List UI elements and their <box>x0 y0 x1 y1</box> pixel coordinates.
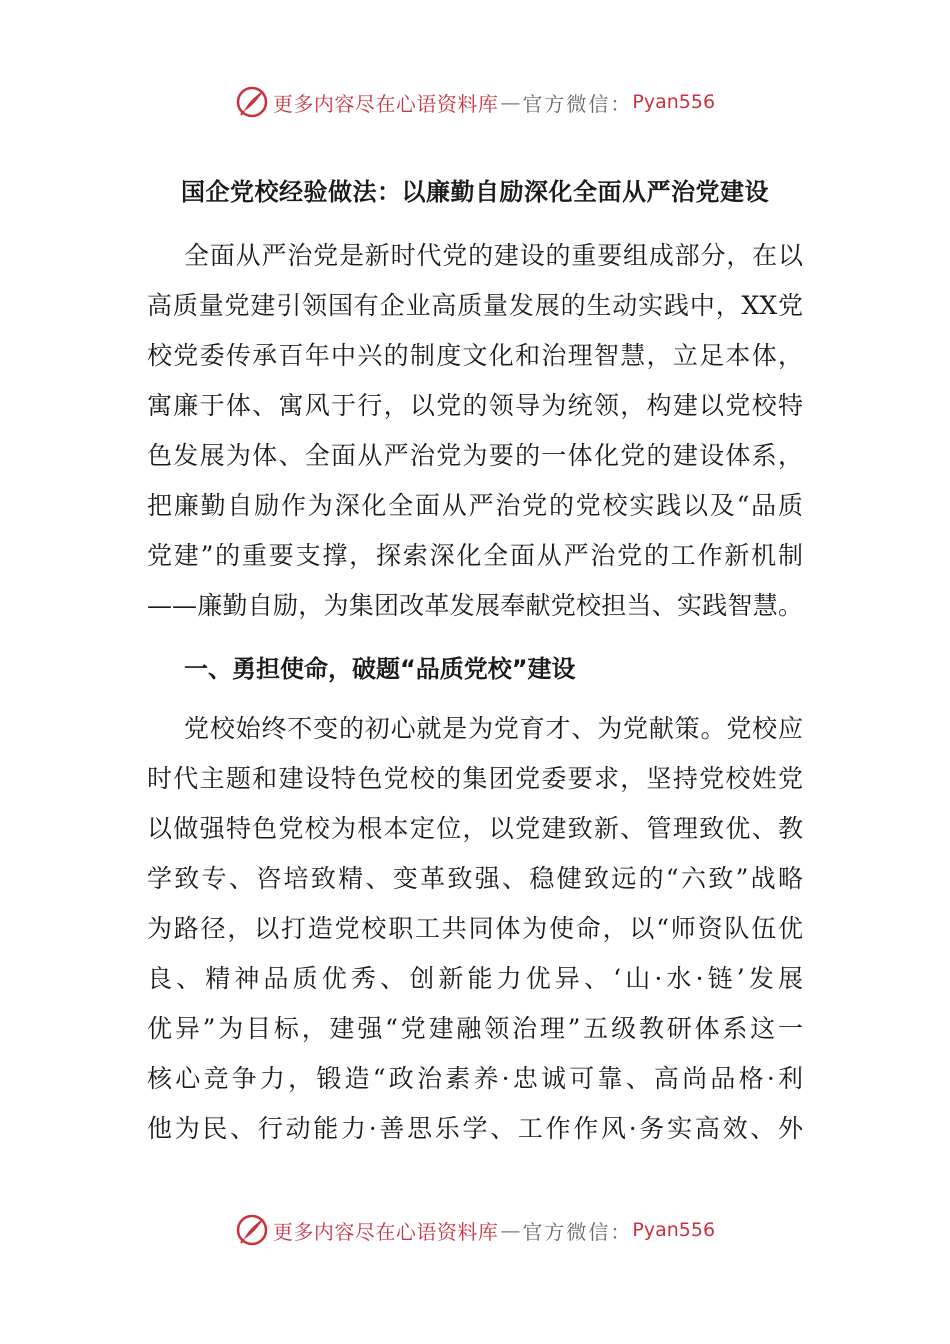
text-line: 学致专、咨培致精、变革致强、稳健致远的“六致”战略 <box>147 864 803 893</box>
section-heading: 一、勇担使命，破题“品质党校”建设 <box>184 655 576 683</box>
text-line: 党校始终不变的初心就是为党育才、为党献策。党校应 <box>184 714 803 743</box>
banner-brand-text: 更多内容尽在心语资料库 <box>272 1219 499 1244</box>
text-line: 校党委传承百年中兴的制度文化和治理智慧，立足本体， <box>147 341 803 370</box>
text-line: 优异”为目标，建强“党建融领治理”五级教研体系这一 <box>147 1014 803 1043</box>
text-line: 以做强特色党校为根本定位，以党建致新、管理致优、教 <box>147 814 803 843</box>
footer-banner <box>0 1210 950 1250</box>
quill-logo-icon <box>235 1213 269 1247</box>
text-line: 高质量党建引领国有企业高质量发展的生动实践中，XX党 <box>147 291 803 320</box>
header-banner <box>0 82 950 122</box>
text-line: 核心竞争力，锻造“政治素养·忠诚可靠、高尚品格·利 <box>147 1064 803 1093</box>
text-line: 寓廉于体、寓风于行，以党的领导为统领，构建以党校特 <box>147 391 803 420</box>
text-line: 时代主题和建设特色党校的集团党委要求，坚持党校姓党 <box>147 764 803 793</box>
banner-wechat-label: 官方微信： <box>522 91 633 116</box>
document-title: 国企党校经验做法：以廉勤自励深化全面从严治党建设 <box>181 178 769 206</box>
quill-logo-icon <box>235 85 269 119</box>
text-line: 良、精神品质优秀、创新能力优异、‘山·水·链’发展 <box>147 964 803 993</box>
text-line: 色发展为体、全面从严治党为要的一体化党的建设体系， <box>147 441 803 470</box>
text-line: ——廉勤自励，为集团改革发展奉献党校担当、实践智慧。 <box>147 591 803 620</box>
text-line: 他为民、行动能力·善思乐学、工作作风·务实高效、外 <box>147 1114 803 1143</box>
text-line: 为路径，以打造党校职工共同体为使命，以“师资队伍优 <box>147 914 803 943</box>
banner-separator: — <box>500 90 521 114</box>
text-line: 党建”的重要支撑，探索深化全面从严治党的工作新机制 <box>147 541 803 570</box>
text-line: 把廉勤自励作为深化全面从严治党的党校实践以及“品质 <box>147 491 803 520</box>
banner-wechat-label: 官方微信： <box>522 1219 633 1244</box>
banner-wechat-account: Pyan556 <box>632 1219 716 1241</box>
banner-wechat-account: Pyan556 <box>632 91 716 113</box>
text-line: 全面从严治党是新时代党的建设的重要组成部分，在以 <box>184 241 803 270</box>
banner-separator: — <box>500 1218 521 1242</box>
banner-brand-text: 更多内容尽在心语资料库 <box>272 91 499 116</box>
